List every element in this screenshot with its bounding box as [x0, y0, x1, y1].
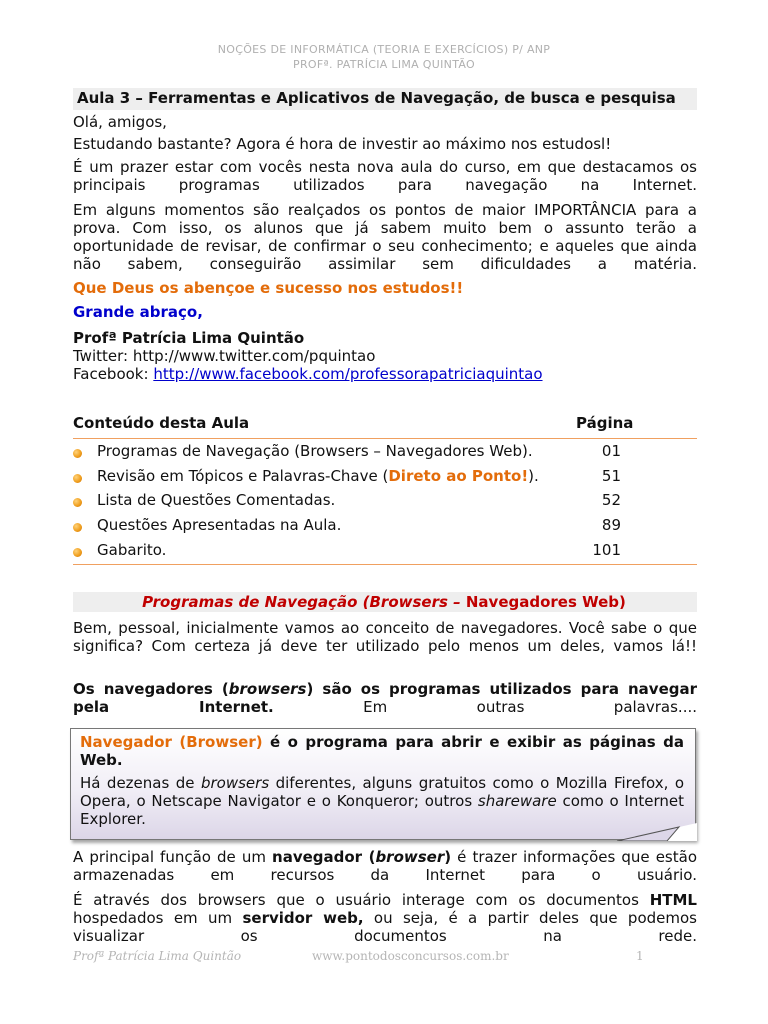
- a1-rest: é trazer informações que estão armazenadas em recursos da Internet para o usuário.: [73, 848, 697, 884]
- facebook-line: [73, 365, 697, 383]
- toc-header-content: Conteúdo desta Aula: [73, 414, 250, 432]
- p2-bold-a: Os navegadores (: [73, 680, 229, 698]
- bullet-icon: [73, 474, 82, 483]
- toc-row[interactable]: [73, 491, 697, 515]
- toc-item-text: Questões Apresentadas na Aula.: [97, 516, 342, 534]
- section-paragraph-2: [73, 680, 697, 716]
- footer-site: www.pontodosconcursos.com.br: [312, 949, 509, 963]
- box-text-1: Há dezenas de: [80, 774, 201, 792]
- section-title: [0, 593, 768, 611]
- toc-item-page: 101: [592, 541, 621, 559]
- box-definition: [80, 733, 684, 769]
- greeting: Olá, amigos,: [73, 113, 167, 131]
- b2-bold: servidor web,: [242, 909, 364, 927]
- header-professor: PROFª. PATRÍCIA LIMA QUINTÃO: [293, 58, 475, 71]
- bullet-icon: [73, 548, 82, 557]
- toc-item-page: 52: [601, 491, 621, 509]
- box-text-1-italic: browsers: [200, 774, 270, 792]
- author-name: Profª Patrícia Lima Quintão: [73, 329, 305, 347]
- toc-item-text: Programas de Navegação (Browsers – Navegadores Web).: [97, 442, 533, 460]
- intro-paragraph-1: Estudando bastante? Agora é hora de investir ao máximo nos estudosl!: [73, 135, 612, 153]
- facebook-label: Facebook:: [73, 365, 154, 383]
- toc-item-highlight: Direto ao Ponto!: [388, 467, 529, 485]
- box-text-3: como o Internet Explorer.: [80, 792, 684, 828]
- a1-bold: navegador (: [272, 848, 376, 866]
- lesson-title: Aula 3 – Ferramentas e Aplicativos de Navegação, de busca e pesquisa: [77, 89, 676, 107]
- p2-rest: Em outras palavras....: [273, 698, 697, 716]
- box-term: Navegador (Browser): [80, 733, 263, 751]
- after-paragraph-1: [73, 848, 697, 884]
- definition-box: [70, 728, 696, 840]
- footer-page-number: 1: [636, 949, 644, 963]
- toc-item-page: 89: [601, 516, 621, 534]
- twitter-line: Twitter: http://www.twitter.com/pquintao: [73, 347, 376, 365]
- toc-item-text: [97, 467, 539, 485]
- section-title-rest: Navegadores Web): [465, 593, 626, 611]
- after-paragraph-2: [73, 891, 697, 945]
- box-text-2: diferentes, alguns gratuitos como o Mozilla Firefox, o Opera, o Netscape Navigator e o Konqueror; outros: [80, 774, 684, 810]
- b3: ou seja, é a partir deles que podemos visualizar os documentos na rede.: [73, 909, 697, 945]
- toc-bottom-rule: [73, 564, 697, 565]
- box-text-2-italic: shareware: [477, 792, 557, 810]
- header-course-title: NOÇÕES DE INFORMÁTICA (TEORIA E EXERCÍCIOS) P/ ANP: [217, 43, 551, 56]
- b2: hospedados em um: [73, 909, 243, 927]
- section-title-italic: Programas de Navegação (Browsers –: [142, 593, 466, 611]
- bullet-icon: [73, 449, 82, 458]
- toc-row[interactable]: [73, 541, 697, 565]
- section-paragraph-1: Bem, pessoal, inicialmente vamos ao conceito de navegadores. Você sabe o que significa? Com certeza já deve ter utilizado pelo menos um deles, vamos lá!!: [73, 619, 697, 655]
- a1-bold-2: ): [444, 848, 452, 866]
- toc-row[interactable]: [73, 442, 697, 466]
- facebook-link[interactable]: http://www.facebook.com/professorapatriciaquintao: [153, 365, 543, 383]
- page-curl-icon: [617, 823, 697, 841]
- intro-paragraph-2: É um prazer estar com vocês nesta nova aula do curso, em que destacamos os principais programas utilizados para navegação na Internet.: [73, 158, 697, 194]
- b1-bold: HTML: [649, 891, 697, 909]
- p2-bold-b: ) são os programas utilizados para navegar pela Internet.: [73, 680, 698, 716]
- a1: A principal função de um: [73, 848, 273, 866]
- blessing: Que Deus os abençoe e sucesso nos estudos!!: [73, 279, 464, 297]
- box-def: é o programa para abrir e exibir as páginas da Web.: [80, 733, 685, 769]
- hug-signoff: Grande abraço,: [73, 303, 203, 321]
- b1: É através dos browsers que o usuário interage com os documentos: [73, 891, 650, 909]
- toc-item-page: 51: [601, 467, 621, 485]
- toc-item-text: Gabarito.: [97, 541, 167, 559]
- p2-bold-italic: browsers: [228, 680, 307, 698]
- bullet-icon: [73, 498, 82, 507]
- intro-paragraph-3: Em alguns momentos são realçados os pontos de maior IMPORTÂNCIA para a prova. Com isso, os alunos que já sabem muito bem o assunto terão a oportunidade de revisar, de confirmar o seu conhecimento; e aqueles que ainda não sabem, conseguirão assimilar sem dificuldades a matéria.: [73, 201, 697, 273]
- toc-header-page: Página: [576, 414, 634, 432]
- toc-item-page: 01: [601, 442, 621, 460]
- toc-item-text-before: Revisão em Tópicos e Palavras-Chave (: [97, 467, 389, 485]
- toc-row[interactable]: [73, 516, 697, 540]
- toc-item-text: Lista de Questões Comentadas.: [97, 491, 336, 509]
- a1-bold-italic: browser: [375, 848, 445, 866]
- toc-row[interactable]: [73, 467, 697, 491]
- toc-item-text-after: ).: [528, 467, 539, 485]
- bullet-icon: [73, 523, 82, 532]
- footer-author: Profª Patrícia Lima Quintão: [73, 949, 242, 963]
- toc-top-rule: [73, 438, 697, 439]
- box-body: [80, 774, 684, 828]
